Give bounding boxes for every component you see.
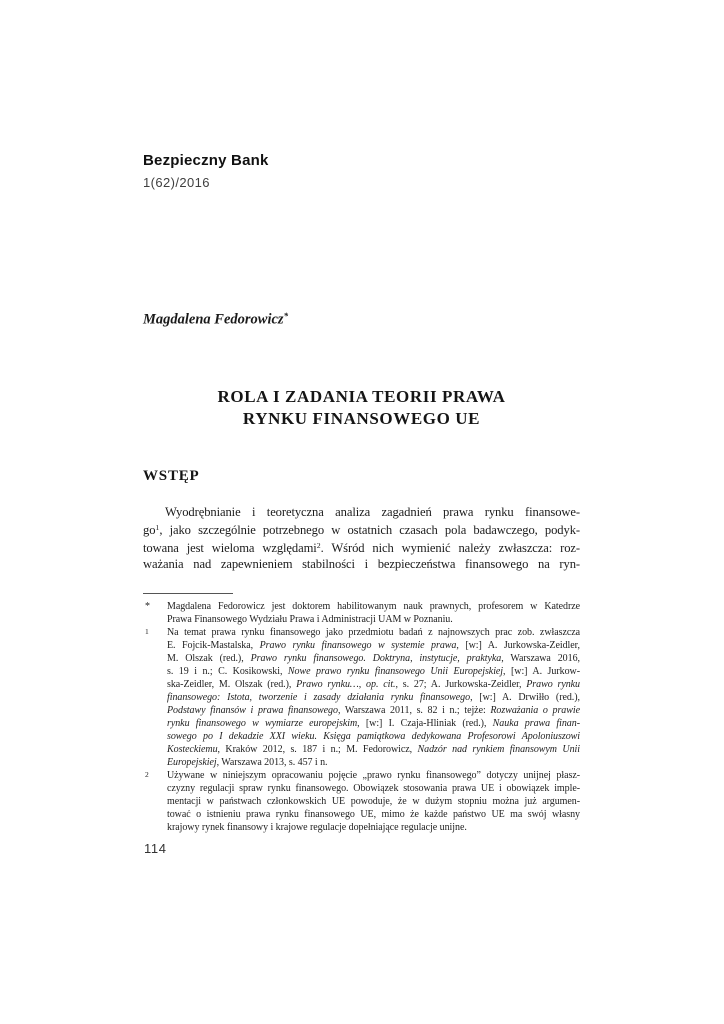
footnote: [143, 626, 580, 769]
text-line: mentacji w państwach członkowskich UE powoduje, że w dużym stopniu można już argumen-: [167, 796, 580, 807]
text-line: Podstawy finansów i prawa finansowego, Warszawa 2011, s. 82 i n.; tejże: Rozważania o prawie: [167, 705, 580, 716]
article-title: [143, 386, 580, 430]
footnote: [143, 769, 580, 834]
text-line: M. Olszak (red.), Prawo rynku finansowego. Doktryna, instytucje, praktyka, Warszawa 2016,: [167, 653, 580, 664]
text-line: Magdalena Fedorowicz jest doktorem habilitowanym nauk prawnych, profesorem w Katedrze: [167, 601, 580, 612]
journal-header: [143, 152, 269, 190]
section-heading: WSTĘP: [143, 468, 200, 484]
text-line: ska-Zeidler, M. Olszak (red.), Prawo rynku…, op. cit., s. 27; A. Jurkowska-Zeidler, Prawo rynku: [167, 679, 581, 690]
article-title-line2: RYNKU FINANSOWEGO UE: [242, 409, 481, 428]
text-line: Europejskiej, Warszawa 2013, s. 457 i n.: [167, 757, 328, 768]
article-title-line1: ROLA I ZADANIA TEORII PRAWA: [217, 387, 506, 406]
text-line: towana jest wieloma względami$^2$. Wśród nich wymienić należy zwłaszcza: roz-: [143, 540, 580, 555]
author-line: [143, 311, 580, 328]
body-paragraph: [143, 504, 580, 572]
text-line: ważania nad zapewnieniem stabilności i bezpieczeństwa finansowego na ryn-: [143, 556, 580, 571]
text-line: Prawa Finansowego Wydziału Prawa i Administracji UAM w Poznaniu.: [167, 614, 453, 625]
footnote-marker: 2: [145, 770, 149, 779]
issue-number: 1(62)/2016: [143, 175, 210, 190]
text-line: finansowego: Istota, tworzenie i zasady działania rynku finansowego, [w:] A. Drwiłło (red.),: [167, 692, 580, 703]
text-line: Kosteckiemu, Kraków 2012, s. 187 i n.; M. Fedorowicz, Nadzór nad rynkiem finansowym Unii: [167, 744, 580, 755]
footnote-marker: *: [145, 601, 150, 612]
footnote-marker: 1: [145, 627, 149, 636]
journal-name: Bezpieczny Bank: [143, 152, 269, 169]
text-line: Na temat prawa rynku finansowego jako przedmiotu badań z najnowszych prac zob. zwłaszcza: [167, 627, 580, 638]
text-line: s. 19 i n.; C. Kosikowski, Nowe prawo rynku finansowego Unii Europejskiej, [w:] A. Jurkow-: [167, 666, 580, 677]
text-line: czyzny regulacji spraw rynku finansowego. Obowiązek stosowania prawa UE i obowiązek imple-: [167, 783, 580, 794]
text-line: Wyodrębnianie i teoretyczna analiza zagadnień prawa rynku finansowe-: [165, 505, 580, 519]
text-line: Magdalena Fedorowicz*: [143, 311, 289, 328]
text-line: krajowy rynek finansowy i krajowe regulacje dopełniające regulacje unijne.: [167, 822, 467, 833]
text-line: $go^1$, jako szczególnie potrzebnego w ostatnich czasach pola badawczego, podyk-: [143, 522, 580, 537]
footnotes-block: [143, 600, 580, 834]
footnote: [143, 600, 580, 626]
text-line: sowego po I dekadzie XXI wieku. Księga pamiątkowa dedykowana Profesorowi Apoloniuszowi: [167, 731, 580, 742]
text-line: Używane w niniejszym opracowaniu pojęcie „prawo rynku finansowego” dotyczy unijnej płasz-: [167, 770, 580, 781]
text-line: tować o istnieniu prawa rynku finansowego UE, mimo że każde państwo UE ma swój własny: [167, 809, 580, 820]
page-number: 114: [144, 841, 167, 856]
text-line: rynku finansowego w wymiarze europejskim, [w:] I. Czaja-Hliniak (red.), Nauka prawa finan-: [167, 718, 580, 729]
footnote-separator: [143, 593, 233, 594]
text-line: E. Fojcik-Mastalska, Prawo rynku finansowego w systemie prawa, [w:] A. Jurkowska-Zeidler,: [167, 640, 580, 651]
